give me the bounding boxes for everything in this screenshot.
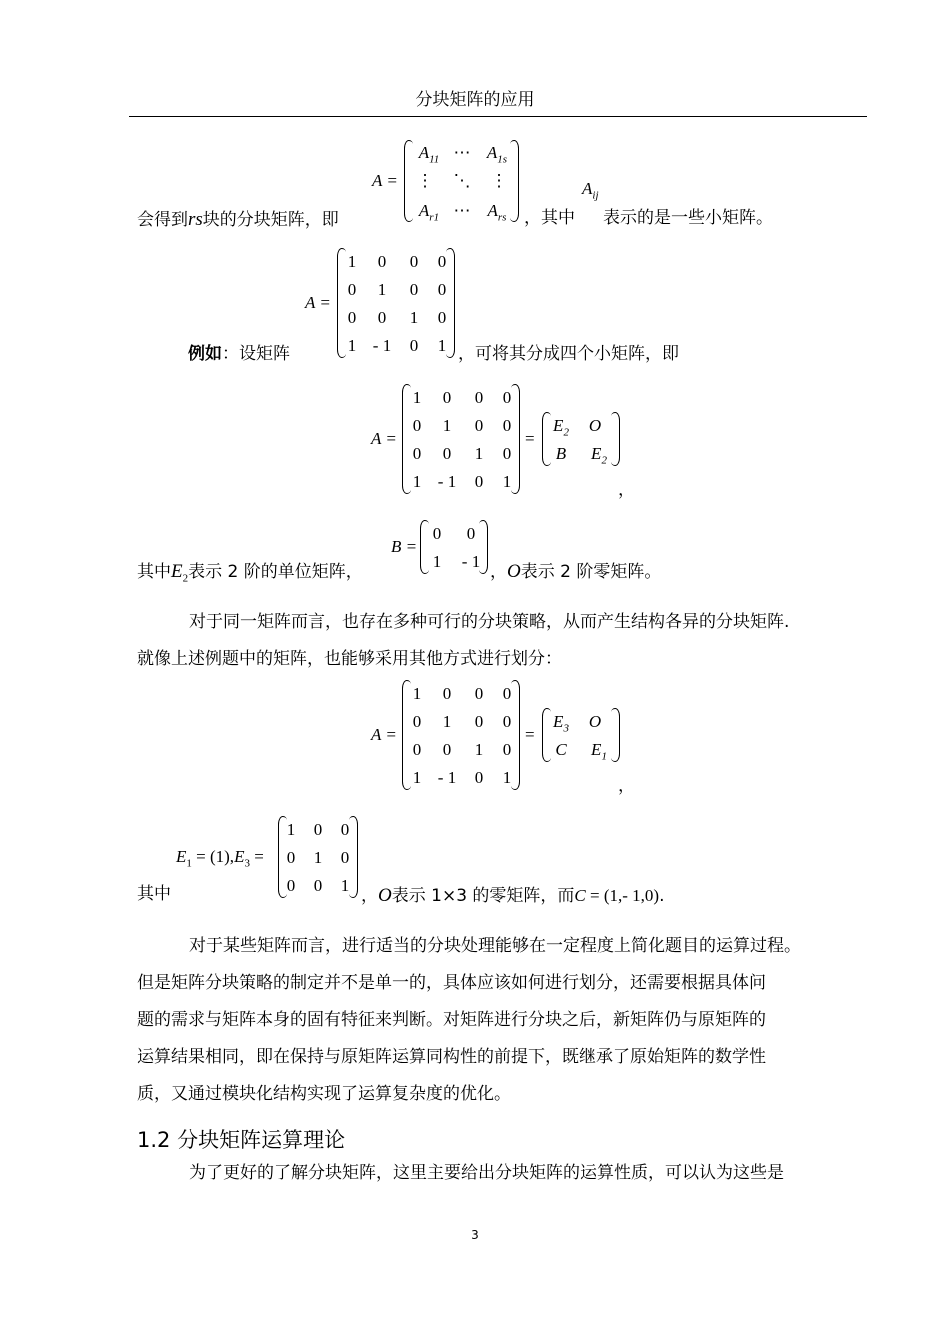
para3: 对于某些矩阵而言，进行适当的分块处理能够在一定程度上简化题目的运算过程。 但是矩阵分块策略的制定并不是单一的，具体应该如何进行划分，还需要根据具体问 题的需求与矩阵本身的固有特征来判断。对矩阵进行分块之后，新矩阵仍与原矩阵的 运算结果相同，即在保持与原矩阵运算同构性的前提下，既继承了原始矩阵的数学性 质，又通过模块化结构实现了运算复杂度的优化。 bbox=[137, 936, 801, 1104]
block-cell: ⋯ bbox=[453, 201, 471, 220]
line-e2: 其中$E_2$表示 2 阶的单位矩阵， bbox=[137, 561, 363, 585]
partition1-matrix: 1 0 0 0 0 1 0 0 0 0 1 0 1 - 1 0 1 bbox=[402, 384, 520, 494]
para1-line: 会得到rs块的分块矩阵，即 bbox=[137, 209, 339, 230]
para1-tail: 表示的是一些小矩阵。 bbox=[603, 208, 773, 228]
block-cell: $A_{1s}$ bbox=[486, 143, 508, 166]
partition2-comma: ， bbox=[618, 776, 635, 796]
page-header-title: 分块矩阵的应用 bbox=[415, 90, 535, 110]
matrix-a-lhs: A = bbox=[305, 293, 331, 312]
e1-e3-expr: $E_1 = (1),E_3$ = bbox=[176, 847, 264, 870]
section-heading: 1.2 分块矩阵运算理论 bbox=[137, 1128, 346, 1152]
example-after: ，可将其分成四个小矩阵，即 bbox=[458, 344, 679, 364]
line-e1-prefix: 其中 bbox=[137, 884, 171, 904]
block-cell: ⋯ bbox=[453, 143, 471, 162]
para1-mid: ，其中 bbox=[524, 208, 575, 228]
block-cell: $A_{rs}$ bbox=[487, 201, 507, 224]
header-rule bbox=[129, 116, 867, 117]
matrix-b-lhs: B = bbox=[391, 537, 418, 556]
line-e2-tail: ，O表示 2 阶零矩阵。 bbox=[490, 561, 662, 582]
matrix-b: 0 0 1 - 1 bbox=[420, 520, 488, 574]
partition1-blocks: $E_2$ O B $E_2$ bbox=[542, 412, 620, 466]
block-cell: $A_{11}$ bbox=[418, 143, 440, 166]
block-cell: $A_{r1}$ bbox=[418, 201, 440, 224]
matrix-e3: 1 0 0 0 1 0 0 0 1 bbox=[278, 816, 358, 898]
partition1-eq: = bbox=[525, 429, 535, 448]
partition1-comma: ， bbox=[618, 480, 635, 500]
line-e1-tail: ，O表示 1×3 的零矩阵，而C = (1,- 1,0). bbox=[361, 885, 665, 906]
para4: 为了更好的了解分块矩阵，这里主要给出分块矩阵的运算性质，可以认为这些是 bbox=[189, 1163, 784, 1183]
partition2-matrix: 1 0 0 0 0 1 0 0 0 0 1 0 1 - 1 0 1 bbox=[402, 680, 520, 790]
example-line: 例如：设矩阵 bbox=[188, 344, 290, 364]
partition2-lhs: A = bbox=[371, 725, 397, 744]
page-number: 3 bbox=[471, 1228, 479, 1242]
block-cell: ⋮ bbox=[416, 171, 434, 190]
partition1-lhs: A = bbox=[371, 429, 397, 448]
partition2-eq: = bbox=[525, 725, 535, 744]
block-matrix bbox=[404, 140, 519, 222]
block-cell: ⋮ bbox=[490, 171, 508, 190]
partition2-blocks: $E_3$ O C $E_1$ bbox=[542, 708, 620, 762]
para2: 对于同一矩阵而言，也存在多种可行的分块策略，从而产生结构各异的分块矩阵. 就像上述例题中的矩阵，也能够采用其他方式进行划分： bbox=[137, 612, 790, 669]
block-cell: ⋱ bbox=[453, 171, 471, 190]
matrix-a: 1 0 0 0 0 1 0 0 0 0 1 0 1 - 1 0 1 bbox=[337, 248, 455, 358]
block-matrix-lhs: A = bbox=[372, 171, 398, 190]
aij-symbol: $A_{ij}$ bbox=[582, 179, 599, 202]
example-label: 例如 bbox=[188, 344, 222, 364]
